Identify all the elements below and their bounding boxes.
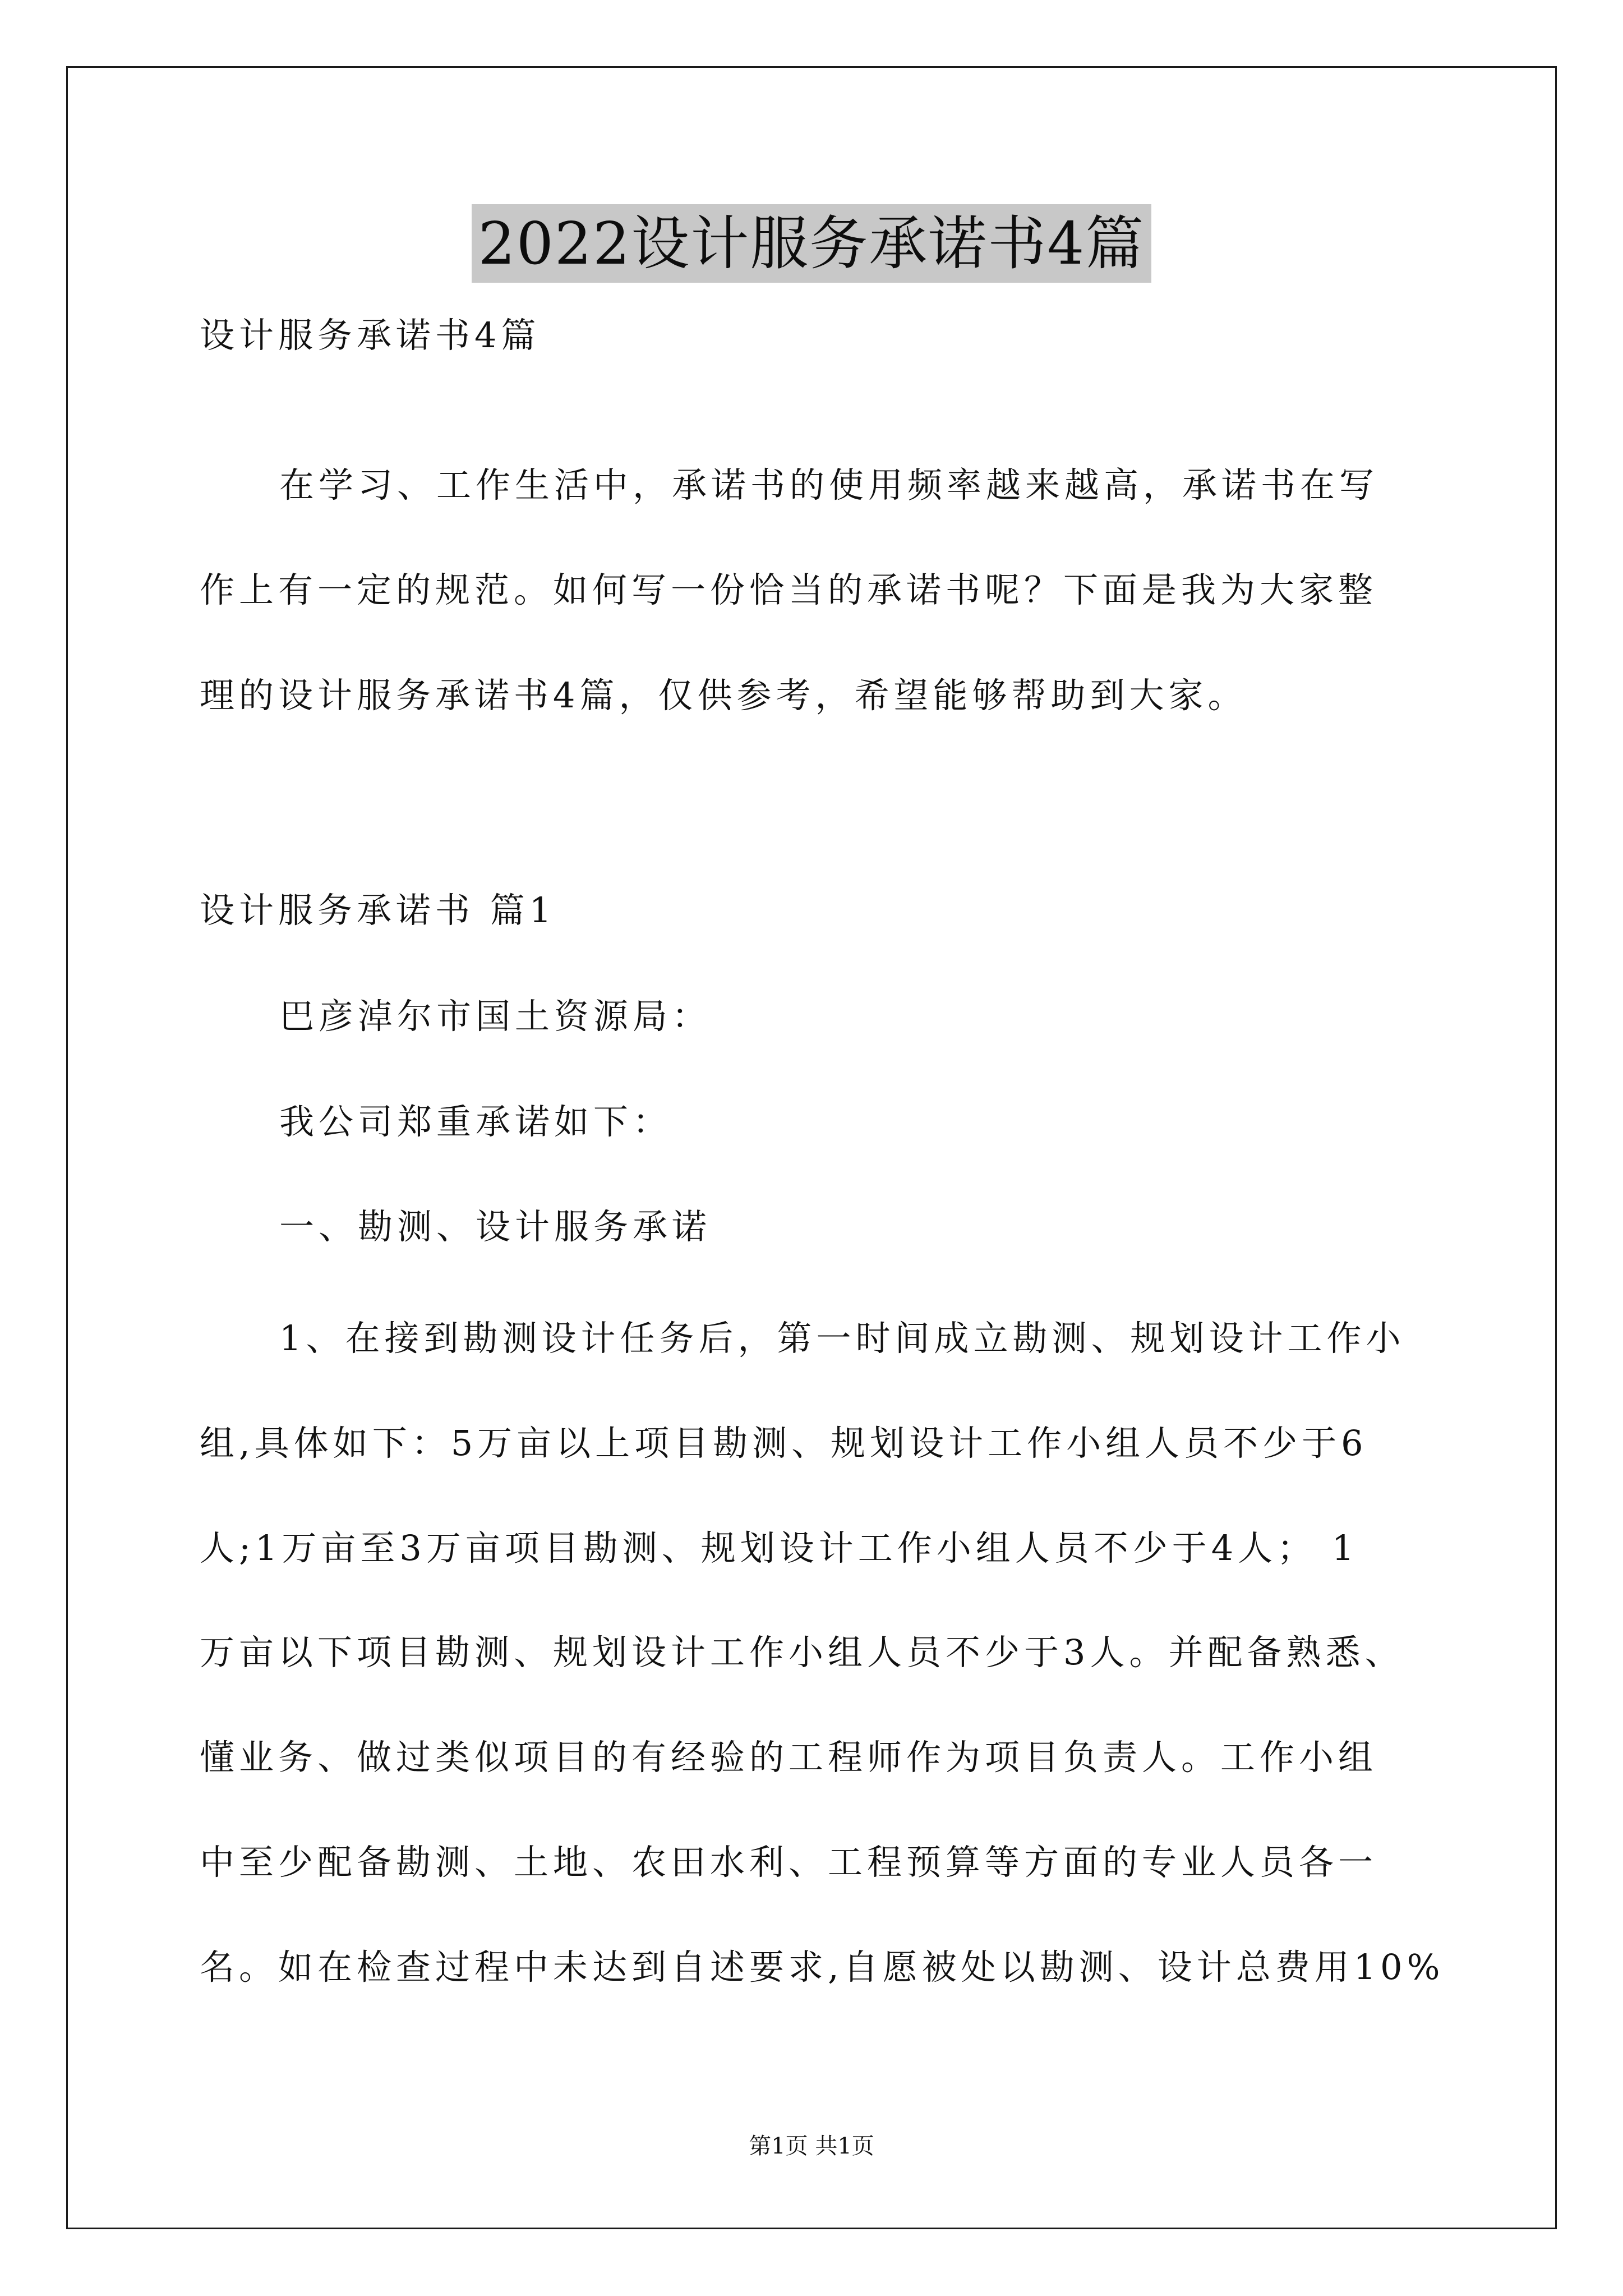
title-wrap [0,204,1623,283]
intro-line: 理的设计服务承诺书4篇，仅供参考，希望能够帮助到大家。 [200,675,1247,716]
item1-line: 组,具体如下：5万亩以上项目勘测、规划设计工作小组人员不少于6 [200,1423,1368,1464]
item1-line: 名。如在检查过程中未达到自述要求,自愿被处以勘测、设计总费用10% [200,1947,1445,1987]
page-border [66,66,1557,2229]
item1-line: 人;1万亩至3万亩项目勘测、规划设计工作小组人员不少于4人； 1 [200,1527,1359,1568]
item1-line: 懂业务、做过类似项目的有经验的工程师作为项目负责人。工作小组 [200,1737,1378,1778]
addressee: 巴彦淖尔市国土资源局： [279,996,712,1037]
intro-line: 在学习、工作生活中，承诺书的使用频率越来越高，承诺书在写 [279,464,1379,505]
intro-line: 作上有一定的规范。如何写一份恰当的承诺书呢？下面是我为大家整 [200,569,1378,610]
item1-line: 1、在接到勘测设计任务后，第一时间成立勘测、规划设计工作小 [279,1318,1405,1359]
document-subtitle: 设计服务承诺书4篇 [200,315,541,356]
section-heading: 设计服务承诺书 篇1 [200,890,556,931]
document-title: 2022设计服务承诺书4篇 [472,204,1152,283]
item-heading: 一、勘测、设计服务承诺 [279,1206,712,1247]
item1-line: 中至少配备勘测、土地、农田水利、工程预算等方面的专业人员各一 [200,1842,1378,1883]
page-footer: 第1页 共1页 [749,2133,874,2159]
statement: 我公司郑重承诺如下： [279,1101,672,1142]
item1-line: 万亩以下项目勘测、规划设计工作小组人员不少于3人。并配备熟悉、 [200,1632,1404,1673]
